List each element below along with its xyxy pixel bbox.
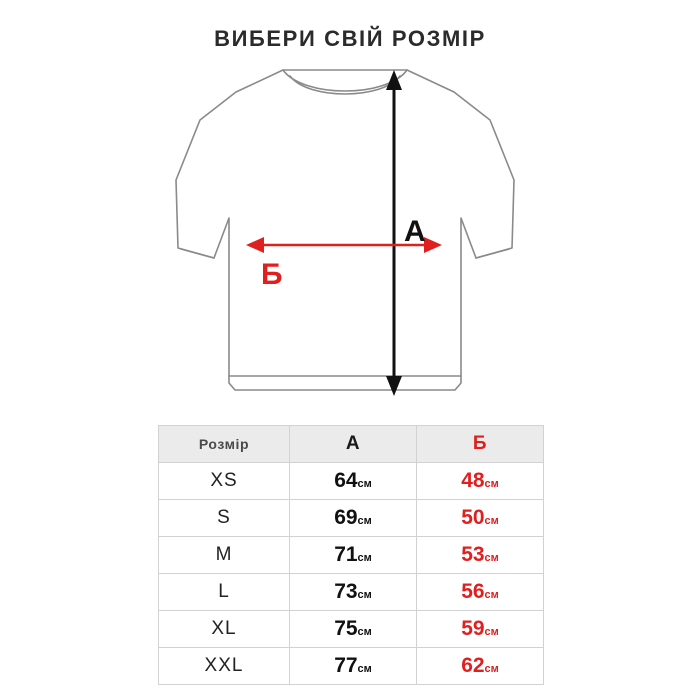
tshirt-outline-icon [0, 58, 700, 408]
unit-b: см [484, 626, 499, 638]
size-table-container [158, 425, 543, 685]
cell-size: M [159, 537, 290, 574]
value-a: 64 [334, 469, 358, 492]
header-size: Розмір [159, 426, 290, 463]
cell-size: XXL [159, 648, 290, 685]
cell-b [417, 611, 544, 648]
table-header-row [159, 426, 544, 463]
unit-b: см [484, 663, 499, 675]
unit-a: см [357, 663, 372, 675]
measure-a-arrow [386, 70, 402, 396]
value-a: 77 [334, 654, 358, 677]
tshirt-measurement-diagram [0, 58, 700, 408]
value-b: 50 [461, 506, 485, 529]
cell-a [290, 611, 417, 648]
unit-a: см [357, 626, 372, 638]
measure-b-label: Б [261, 258, 283, 291]
table-row [159, 537, 544, 574]
cell-size: L [159, 574, 290, 611]
unit-a: см [357, 589, 372, 601]
size-table-body [159, 463, 544, 685]
table-row [159, 574, 544, 611]
value-b: 56 [461, 580, 485, 603]
cell-size: S [159, 500, 290, 537]
value-a: 73 [334, 580, 358, 603]
cell-a [290, 537, 417, 574]
value-b: 48 [461, 469, 485, 492]
unit-a: см [357, 478, 372, 490]
size-table [158, 425, 544, 685]
unit-b: см [484, 589, 499, 601]
cell-a [290, 463, 417, 500]
table-row [159, 463, 544, 500]
cell-a [290, 574, 417, 611]
table-row [159, 500, 544, 537]
cell-b [417, 463, 544, 500]
unit-a: см [357, 515, 372, 527]
cell-a [290, 500, 417, 537]
unit-a: см [357, 552, 372, 564]
value-a: 75 [334, 617, 358, 640]
value-b: 53 [461, 543, 485, 566]
table-row [159, 611, 544, 648]
cell-b [417, 500, 544, 537]
cell-b [417, 574, 544, 611]
page-title: ВИБЕРИ СВІЙ РОЗМІР [214, 26, 486, 51]
value-b: 62 [461, 654, 485, 677]
measure-a-label: А [404, 215, 426, 248]
unit-b: см [484, 478, 499, 490]
value-b: 59 [461, 617, 485, 640]
unit-b: см [484, 515, 499, 527]
cell-a [290, 648, 417, 685]
unit-b: см [484, 552, 499, 564]
header-a: А [290, 426, 417, 463]
cell-size: XS [159, 463, 290, 500]
header-b: Б [417, 426, 544, 463]
cell-b [417, 648, 544, 685]
value-a: 71 [334, 543, 358, 566]
cell-size: XL [159, 611, 290, 648]
size-table-head [159, 426, 544, 463]
cell-b [417, 537, 544, 574]
value-a: 69 [334, 506, 358, 529]
table-row [159, 648, 544, 685]
